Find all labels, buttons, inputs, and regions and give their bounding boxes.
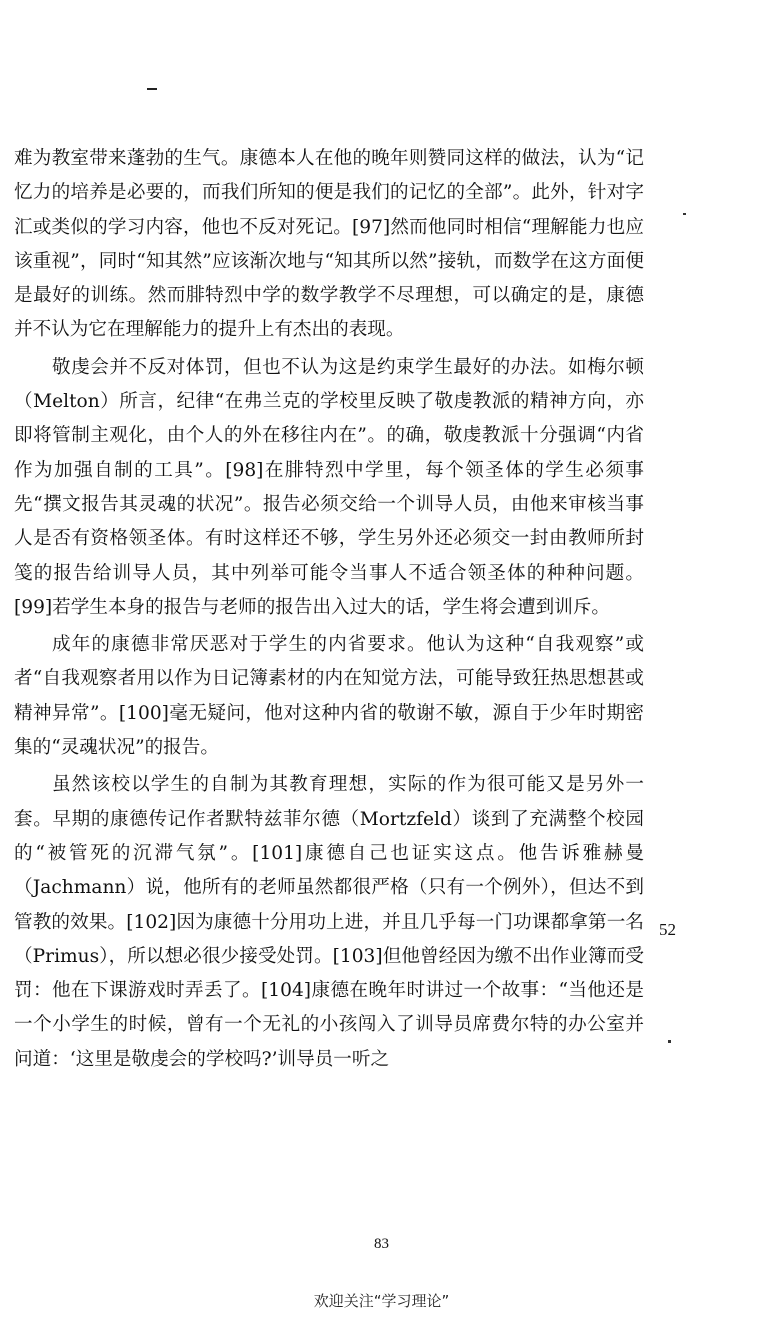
- paragraph-3: 成年的康德非常厌恶对于学生的内省要求。他认为这种“自我观察”或者“自我观察者用以作为日记簿素材的内在知觉方法，可能导致狂热思想甚或精神异常”。[100]毫无疑问，他对这种内省的敬谢不敏，源自于少年时期密集的“灵魂状况”的报告。: [14, 634, 644, 759]
- paragraph-4: 虽然该校以学生的自制为其教育理想，实际的作为很可能又是另外一套。早期的康德传记作者默特兹菲尔德（Mortzfeld）谈到了充满整个校园的“被管死的沉滞气氛”。[101]康德自己也证实这点。他告诉雅赫曼（Jachmann）说，他所有的老师虽然都很严格（只有一个例外），但达不到管教的效果。[102]因为康德十分用功上进，并且几乎每一门功课都拿第一名（Primus），所以想必很少接受处罚。[103]但他曾经因为缴不出作业簿而受罚：他在下课游戏时弄丢了。[104]康德在晚年时讲过一个故事：“当他还是一个小学生的时候，曾有一个无礼的小孩闯入了训导员席费尔特的办公室并问道：‘这里是敬虔会的学校吗?’训导员一听之: [14, 774, 644, 1070]
- footer-text: 欢迎关注“学习理论”: [313, 1292, 450, 1310]
- paragraph-2: 敬虔会并不反对体罚，但也不认为这是约束学生最好的办法。如梅尔顿（Melton）所言，纪律“在弗兰克的学校里反映了敬虔教派的精神方向，亦即将管制主观化，由个人的外在移往内在”。的确，敬虔教派十分强调“内省作为加强自制的工具”。[98]在腓特烈中学里，每个领圣体的学生必须事先“撰文报告其灵魂的状况”。报告必须交给一个训导人员，由他来审核当事人是否有资格领圣体。有时这样还不够，学生另外还必须交一封由教师所封笺的报告给训导人员，其中列举可能令当事人不适合领圣体的种种问题。[99]若学生本身的报告与老师的报告出入过大的话，学生将会遭到训斥。: [14, 356, 644, 618]
- body-text: [14, 142, 644, 1077]
- scan-speck: [668, 1040, 671, 1043]
- page-number: 83: [374, 1236, 389, 1252]
- original-page-number: 52: [659, 920, 676, 939]
- paragraph-1: 难为教室带来蓬勃的生气。康德本人在他的晚年则赞同这样的做法，认为“记忆力的培养是必要的，而我们所知的便是我们的记忆的全部”。此外，针对字汇或类似的学习内容，他也不反对死记。[97]然而他同时相信“理解能力也应该重视”，同时“知其然”应该渐次地与“知其所以然”接轨，而数学在这方面便是最好的训练。然而腓特烈中学的数学教学不尽理想，可以确定的是，康德并不认为它在理解能力的提升上有杰出的表现。: [14, 148, 644, 341]
- scan-mark: [147, 88, 157, 90]
- scan-speck: [683, 213, 686, 215]
